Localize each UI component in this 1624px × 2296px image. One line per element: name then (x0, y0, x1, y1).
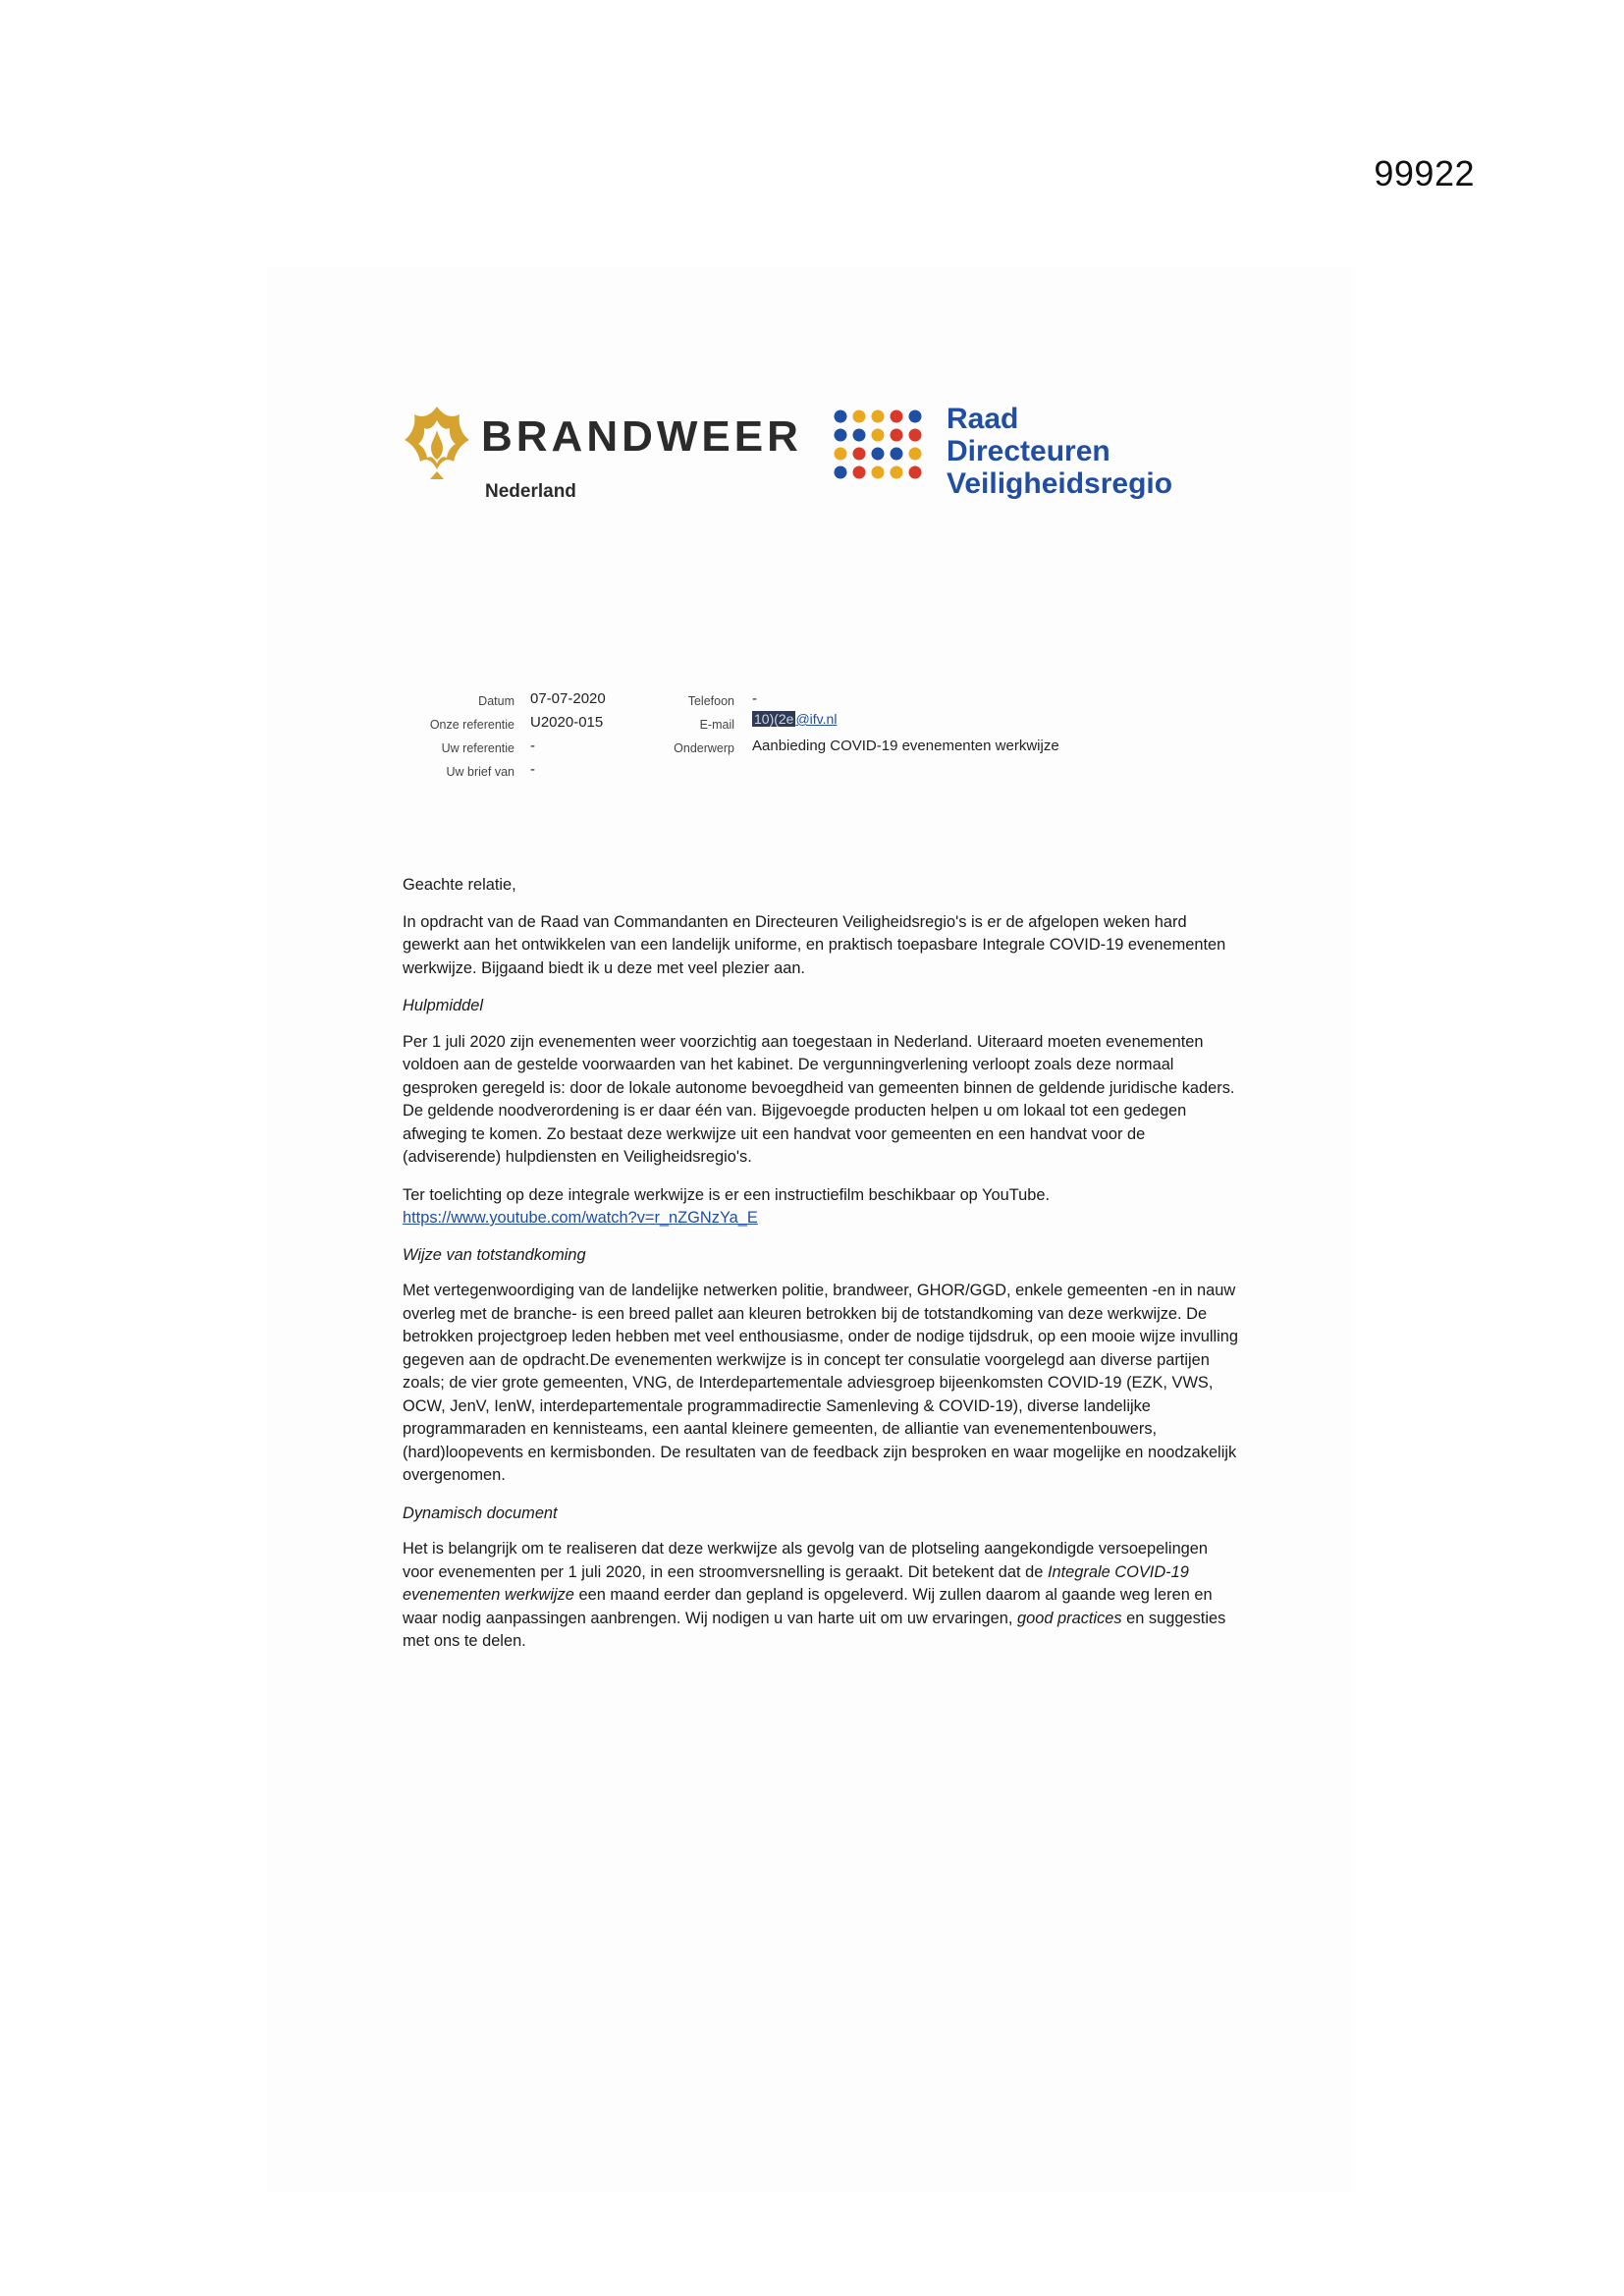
uw-brief-van-value: - (530, 761, 535, 778)
dynamisch-emphasis: Integrale COVID-19 evenementen werkwijze (403, 1562, 1189, 1604)
letter-body (403, 874, 1243, 1668)
youtube-link[interactable]: https://www.youtube.com/watch?v=r_nZGNzYa_E (403, 1209, 758, 1227)
paragraph-totstandkoming: Met vertegenwoordiging van de landelijke netwerken politie, brandweer, GHOR/GGD, enkele gemeenten -en in nauw overleg met de branche- is een breed pallet aan kleuren betrokken bij de totstandkoming van deze werkwijze. De betrokken projectgroep leden hebben met veel enthousiasme, onder de nodige tijdsdruk, op een mooie wijze invulling gegeven aan de opdracht.De evenementen werkwijze is in concept ter consulatie voorgelegd aan diverse partijen zoals; de vier grote gemeenten, VNG, de Interdepartementale adviesgroep bijeenkomsten COVID-19 (EZK, VWS, OCW, JenV, IenW, interdepartementale programmadirectie Samenleving & COVID-19), diverse landelijke programmaraden en kennisteams, een aantal kleinere gemeenten, de alliantie van evenementenbouwers, (hard)loopevents en kermisbonden. De resultaten van de feedback zijn besproken en waar mogelijke en noodzakelijk overgenomen. (403, 1282, 1239, 1484)
rdv-dot (891, 410, 903, 423)
rdv-dot (891, 429, 903, 442)
rdv-dot (872, 466, 885, 479)
uw-referentie-value: - (530, 738, 535, 754)
rdv-dot (909, 429, 922, 442)
rdv-dot (891, 448, 903, 461)
dynamisch-text-a: Het is belangrijk om te realiseren dat deze werkwijze als gevolg van de plotseling aangekondigde versoepelingen voor evenementen per 1 juli 2020, in een stroomversnelling is geraakt. Dit betekent dat de (403, 1540, 1209, 1581)
rdv-dot (853, 410, 866, 423)
rdv-dot (872, 410, 885, 423)
email-value[interactable] (752, 711, 837, 728)
brandweer-subtitle: Nederland (485, 481, 576, 502)
brandweer-logo (401, 401, 813, 509)
rdv-dot (853, 466, 866, 479)
rdv-dot (872, 429, 885, 442)
email-label: E-mail (699, 718, 734, 732)
heading-totstandkoming: Wijze van totstandkoming (403, 1245, 586, 1264)
rdv-dot (853, 429, 866, 442)
heading-dynamisch: Dynamisch document (403, 1503, 558, 1522)
intro-paragraph: In opdracht van de Raad van Commandanten en Directeuren Veiligheidsregio's is er de afgelopen weken hard gewerkt aan het ontwikkelen van een landelijk uniforme, en praktisch toepasbare Integrale COVID-19 evenementen werkwijze. Bijgaand biedt ik u deze met veel plezier aan. (403, 912, 1226, 977)
paragraph-hulpmiddel: Per 1 juli 2020 zijn evenementen weer voorzichtig aan toegestaan in Nederland. Uiteraard moeten evenementen voldoen aan de gestelde voorwaarden van het kabinet. De vergunningverlening verloopt zoals deze normaal gesproken geregeld is: door de lokale autonome bevoegdheid van gemeenten binnen de geldende juridische kaders. De geldende noodverordening is er daar één van. Bijgevoegde producten helpen u om lokaal tot een gedegen afweging te komen. Zo bestaat deze werkwijze uit een handvat voor gemeenten en een handvat voor de (adviserende) hulpdiensten en Veiligheidsregio's. (403, 1032, 1235, 1166)
onze-referentie-label: Onze referentie (429, 718, 514, 732)
rdv-dot (909, 410, 922, 423)
telefoon-value: - (752, 690, 757, 707)
uw-brief-van-label: Uw brief van (446, 765, 514, 779)
paragraph-toelichting (403, 1184, 1243, 1230)
salutation: Geachte relatie, (403, 876, 516, 894)
brandweer-emblem-icon (401, 401, 473, 483)
paragraph-dynamisch (403, 1538, 1243, 1654)
dynamisch-emphasis-2: good practices (1016, 1609, 1122, 1627)
datum-label: Datum (478, 694, 514, 708)
rdv-dot (835, 448, 847, 461)
rdv-line-2: Directeuren (947, 435, 1110, 467)
rdv-dots-icon (831, 407, 929, 495)
document-number: 99922 (1374, 153, 1475, 193)
onderwerp-label: Onderwerp (674, 741, 734, 755)
rdv-logo (831, 403, 1204, 501)
rdv-dot (872, 448, 885, 461)
email-domain-link[interactable]: @ifv.nl (795, 711, 838, 727)
datum-value: 07-07-2020 (530, 690, 606, 707)
brandweer-wordmark: BRANDWEER (481, 412, 802, 461)
heading-hulpmiddel: Hulpmiddel (403, 997, 483, 1014)
rdv-line-1: Raad (947, 403, 1019, 435)
rdv-line-3: Veiligheidsregio (947, 467, 1173, 500)
telefoon-label: Telefoon (687, 694, 734, 708)
rdv-dot (853, 448, 866, 461)
dynamisch-text-b: een maand eerder dan gepland is opgeleverd. Wij zullen daarom al gaande weg leren en waar nodig aanpassingen aanbrengen. Wij nodigen u van harte uit om uw ervaringen, (403, 1586, 1213, 1627)
rdv-dot (909, 466, 922, 479)
uw-referentie-label: Uw referentie (441, 741, 514, 755)
rdv-dot (891, 466, 903, 479)
dynamisch-text-c: en suggesties met ons te delen. (403, 1609, 1226, 1650)
rdv-dot (835, 466, 847, 479)
onderwerp-value: Aanbieding COVID-19 evenementen werkwijze (752, 738, 1059, 754)
email-redacted: 10)(2e (754, 711, 794, 727)
rdv-dot (835, 410, 847, 423)
toelichting-text: Ter toelichting op deze integrale werkwijze is er een instructiefilm beschikbaar op YouTube. (403, 1185, 1051, 1204)
rdv-dot (835, 429, 847, 442)
rdv-dot (909, 448, 922, 461)
onze-referentie-value: U2020-015 (530, 714, 604, 731)
